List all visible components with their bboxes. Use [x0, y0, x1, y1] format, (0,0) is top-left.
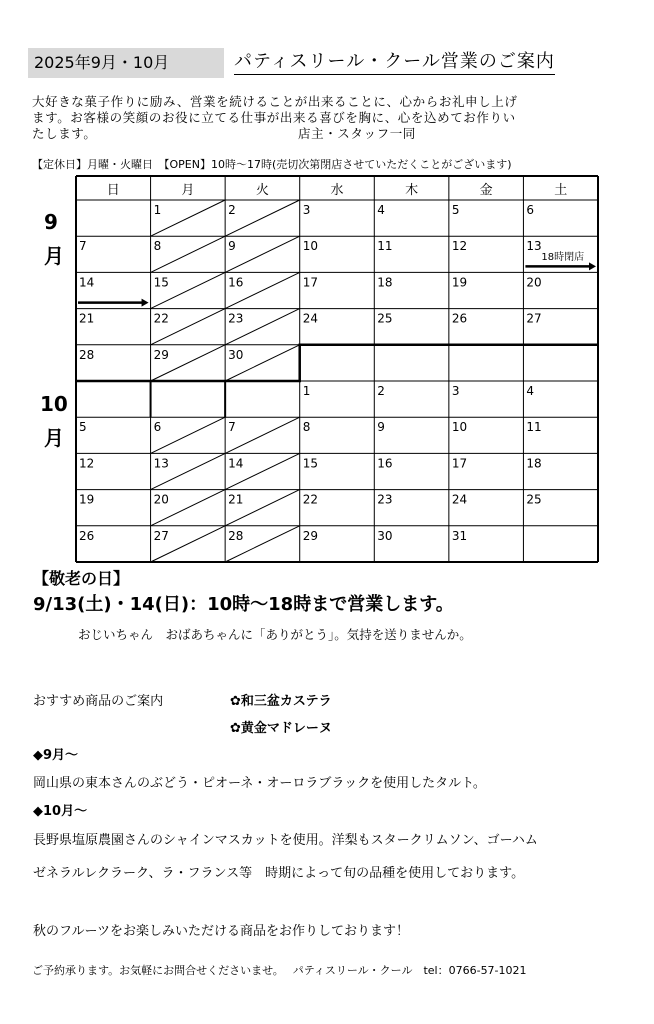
oct-text-1: 長野県塩原農園さんのシャインマスカットを使用。洋梨もスタークリムソン、ゴーハム	[33, 833, 538, 848]
day-number: 28	[79, 347, 95, 362]
day-number: 15	[302, 456, 318, 471]
day-number: 21	[79, 311, 95, 326]
day-number: 1	[302, 384, 311, 398]
event-note: 18時閉店	[541, 252, 585, 264]
day-number: 2	[377, 384, 385, 398]
period-label: 2025年9月・10月	[28, 48, 224, 78]
day-number: 8	[302, 420, 311, 435]
closing-message: 秋のフルーツをお楽しみいただける商品をお作りしております！	[33, 924, 409, 939]
day-number: 10	[451, 420, 468, 435]
day-number: 20	[526, 275, 542, 290]
day-number: 28	[228, 528, 244, 543]
day-number: 29	[302, 528, 318, 543]
weekday-header: 金	[479, 183, 493, 198]
oct-text-2: ゼネラルレクラーク、ラ・フランス等 時期によって旬の品種を使用しております。	[33, 866, 525, 881]
sept-text: 岡山県の東本さんのぶどう・ピオーネ・オーロラブラックを使用したタルト。	[33, 776, 486, 791]
day-number: 18	[377, 275, 393, 290]
day-number: 29	[153, 347, 169, 362]
intro-signature: 店主・スタッフ一同	[298, 126, 416, 141]
day-number: 5	[451, 203, 460, 217]
intro-line-2: ます。お客様の笑顔のお役に立てる仕事が出来る喜びを胸に、心を込めてお作りい	[32, 110, 516, 125]
day-number: 24	[451, 492, 468, 507]
day-number: 16	[228, 275, 244, 290]
day-number: 19	[451, 275, 468, 290]
closed-day-slash	[151, 236, 226, 272]
closed-day-slash	[225, 200, 300, 236]
day-number: 9	[228, 239, 236, 254]
day-number: 31	[451, 528, 468, 543]
day-number: 23	[228, 311, 244, 326]
keiro-heading: 【敬老の日】	[33, 569, 130, 588]
page-title: パティスリール・クール営業のご案内	[234, 50, 555, 75]
day-number: 11	[377, 239, 393, 254]
arrow-head-icon	[589, 262, 596, 270]
day-number: 18	[526, 456, 542, 471]
keiro-schedule: 9/13(土)・14(日)：10時～18時まで営業します。	[33, 594, 454, 615]
keiro-message: おじいちゃん おばあちゃんに「ありがとう」。気持を送りませんか。	[78, 627, 472, 642]
sept-heading: ◆9月～	[33, 748, 79, 763]
month-label-sep-unit: 月	[44, 244, 64, 268]
day-number: 3	[451, 384, 460, 398]
day-number: 7	[79, 239, 87, 254]
day-number: 19	[79, 492, 95, 507]
day-number: 10	[302, 239, 318, 254]
day-number: 5	[79, 420, 87, 435]
closed-day-slash	[225, 236, 300, 272]
weekday-header: 日	[106, 183, 120, 198]
weekday-header: 水	[330, 183, 344, 198]
weekday-header: 月	[181, 183, 195, 198]
day-number: 7	[228, 420, 236, 435]
weekday-header: 火	[255, 183, 269, 198]
day-number: 8	[153, 239, 162, 254]
day-number: 27	[526, 311, 542, 326]
business-hours: 【定休日】月曜・火曜日 【OPEN】10時～17時(売切次第閉店させていただくことがございます)	[32, 158, 512, 171]
recommend-label: おすすめ商品のご案内	[33, 694, 164, 709]
day-number: 13	[526, 239, 542, 254]
weekday-header: 土	[554, 183, 568, 198]
day-number: 6	[526, 203, 535, 217]
month-label-oct-unit: 月	[44, 426, 64, 450]
intro-line-1: 大好きな菓子作りに励み、営業を続けることが出来ることに、心からお礼申し上げ	[32, 94, 518, 109]
day-number: 3	[302, 203, 311, 217]
day-number: 25	[377, 311, 393, 326]
intro-line-3: たします。	[32, 126, 97, 141]
day-number: 22	[302, 492, 318, 507]
recommend-item-1: ✿和三盆カステラ	[230, 694, 332, 709]
day-number: 30	[228, 347, 244, 362]
day-number: 12	[79, 456, 95, 471]
day-number: 14	[228, 456, 244, 471]
day-number: 26	[451, 311, 468, 326]
day-number: 13	[153, 456, 169, 471]
day-number: 27	[153, 528, 169, 543]
day-number: 4	[377, 203, 385, 217]
day-number: 22	[153, 311, 169, 326]
day-number: 23	[377, 492, 393, 507]
day-number: 14	[79, 275, 95, 290]
day-number: 20	[153, 492, 169, 507]
oct-heading: ◆10月～	[33, 804, 88, 819]
day-number: 24	[302, 311, 318, 326]
day-number: 4	[526, 384, 535, 398]
day-number: 1	[153, 203, 162, 217]
day-number: 26	[79, 528, 95, 543]
day-number: 2	[228, 203, 236, 217]
arrow-head-icon	[142, 299, 149, 307]
day-number: 6	[153, 420, 162, 435]
month-label-oct-num: 10	[40, 392, 68, 416]
day-number: 17	[451, 456, 468, 471]
footer-contact: ご予約承ります。お気軽にお問合せくださいませ。 パティスリール・クール tel：0766-57-1021	[32, 964, 527, 977]
closed-day-slash	[151, 200, 226, 236]
day-number: 25	[526, 492, 542, 507]
closed-day-slash	[225, 417, 300, 453]
day-number: 11	[526, 420, 542, 435]
day-number: 16	[377, 456, 393, 471]
day-number: 15	[153, 275, 169, 290]
day-number: 21	[228, 492, 244, 507]
day-number: 17	[302, 275, 318, 290]
weekday-header: 木	[405, 183, 419, 198]
recommend-item-2: ✿黄金マドレーヌ	[230, 721, 332, 736]
day-number: 12	[451, 239, 468, 254]
month-label-sep-num: 9	[44, 210, 58, 234]
day-number: 30	[377, 528, 393, 543]
closed-day-slash	[151, 417, 226, 453]
day-number: 9	[377, 420, 385, 435]
